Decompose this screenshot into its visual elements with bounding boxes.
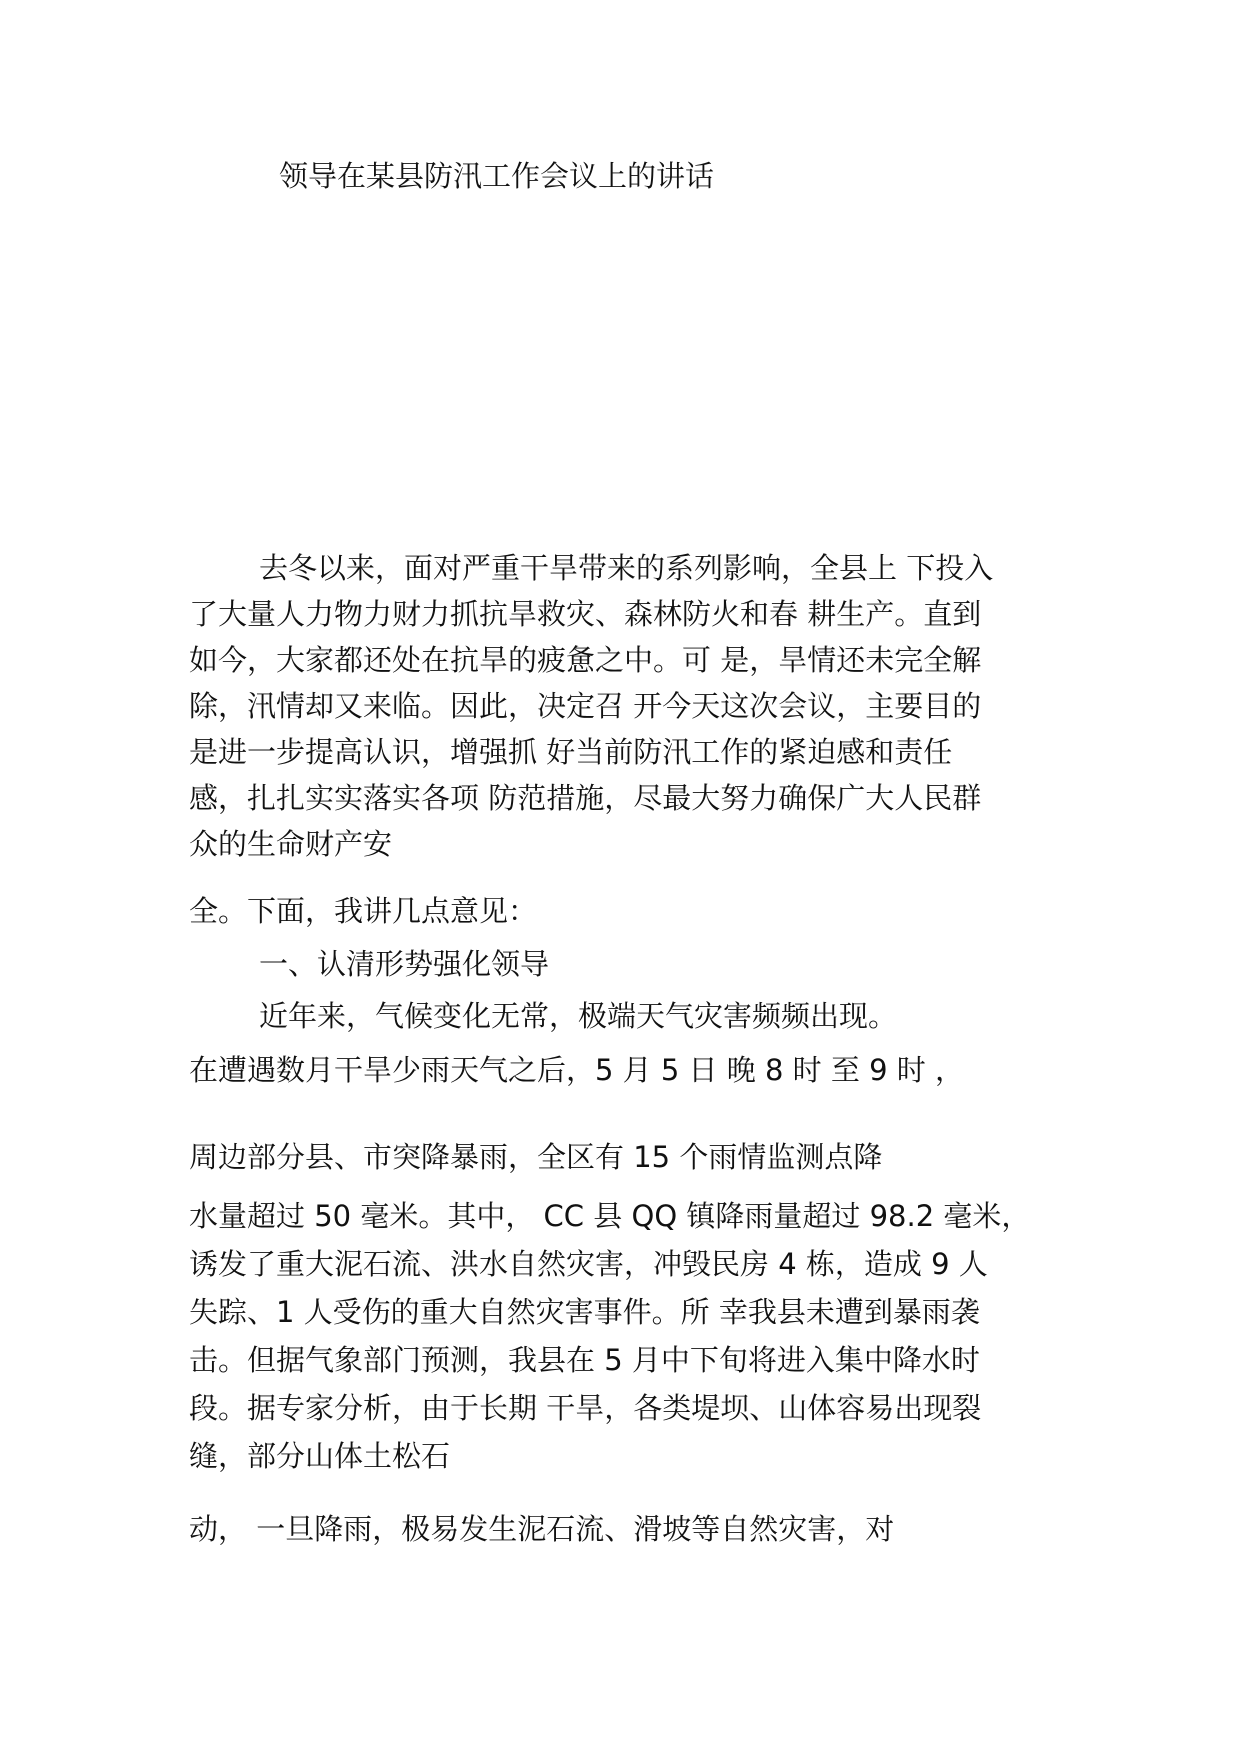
body-line: 如今，大家都还处在抗旱的疲惫之中。可 是，旱情还未完全解 [189, 643, 982, 677]
body-line: 诱发了重大泥石流、洪水自然灾害，冲毁民房 4 栋，造成 9 人 [189, 1247, 988, 1281]
body-line: 近年来，气候变化无常，极端天气灾害频频出现。 [259, 999, 898, 1033]
body-line: 是进一步提高认识，增强抓 好当前防汛工作的紧迫感和责任 [189, 735, 953, 769]
body-line: 动， 一旦降雨，极易发生泥石流、滑坡等自然灾害，对 [189, 1512, 895, 1546]
document-title: 领导在某县防汛工作会议上的讲话 [279, 159, 715, 193]
body-line: 在遭遇数月干旱少雨天气之后，5 月 5 日 晚 8 时 至 9 时 ， [189, 1053, 964, 1087]
body-line: 水量超过 50 毫米。其中， CC 县 QQ 镇降雨量超过 98.2 毫米， [189, 1199, 1031, 1233]
body-line: 段。据专家分析，由于长期 干旱，各类堤坝、山体容易出现裂 [189, 1391, 982, 1425]
body-line: 众的生命财产安 [189, 827, 393, 861]
section-heading: 一、认清形势强化领导 [259, 947, 550, 981]
body-line: 击。但据气象部门预测，我县在 5 月中下旬将进入集中降水时 [189, 1343, 980, 1377]
body-line: 去冬以来，面对严重干旱带来的系列影响，全县上 下投入 [259, 551, 994, 585]
body-line: 缝，部分山体土松石 [189, 1439, 451, 1473]
body-line: 除，汛情却又来临。因此，决定召 开今天这次会议，主要目的 [189, 689, 982, 723]
body-line: 全。下面，我讲几点意见： [189, 894, 538, 928]
body-line: 周边部分县、市突降暴雨，全区有 15 个雨情监测点降 [189, 1140, 883, 1174]
body-line: 感，扎扎实实落实各项 防范措施，尽最大努力确保广大人民群 [189, 781, 982, 815]
body-line: 失踪、1 人受伤的重大自然灾害事件。所 幸我县未遭到暴雨袭 [189, 1295, 980, 1329]
body-line: 了大量人力物力财力抓抗旱救灾、森林防火和春 耕生产。直到 [189, 597, 982, 631]
